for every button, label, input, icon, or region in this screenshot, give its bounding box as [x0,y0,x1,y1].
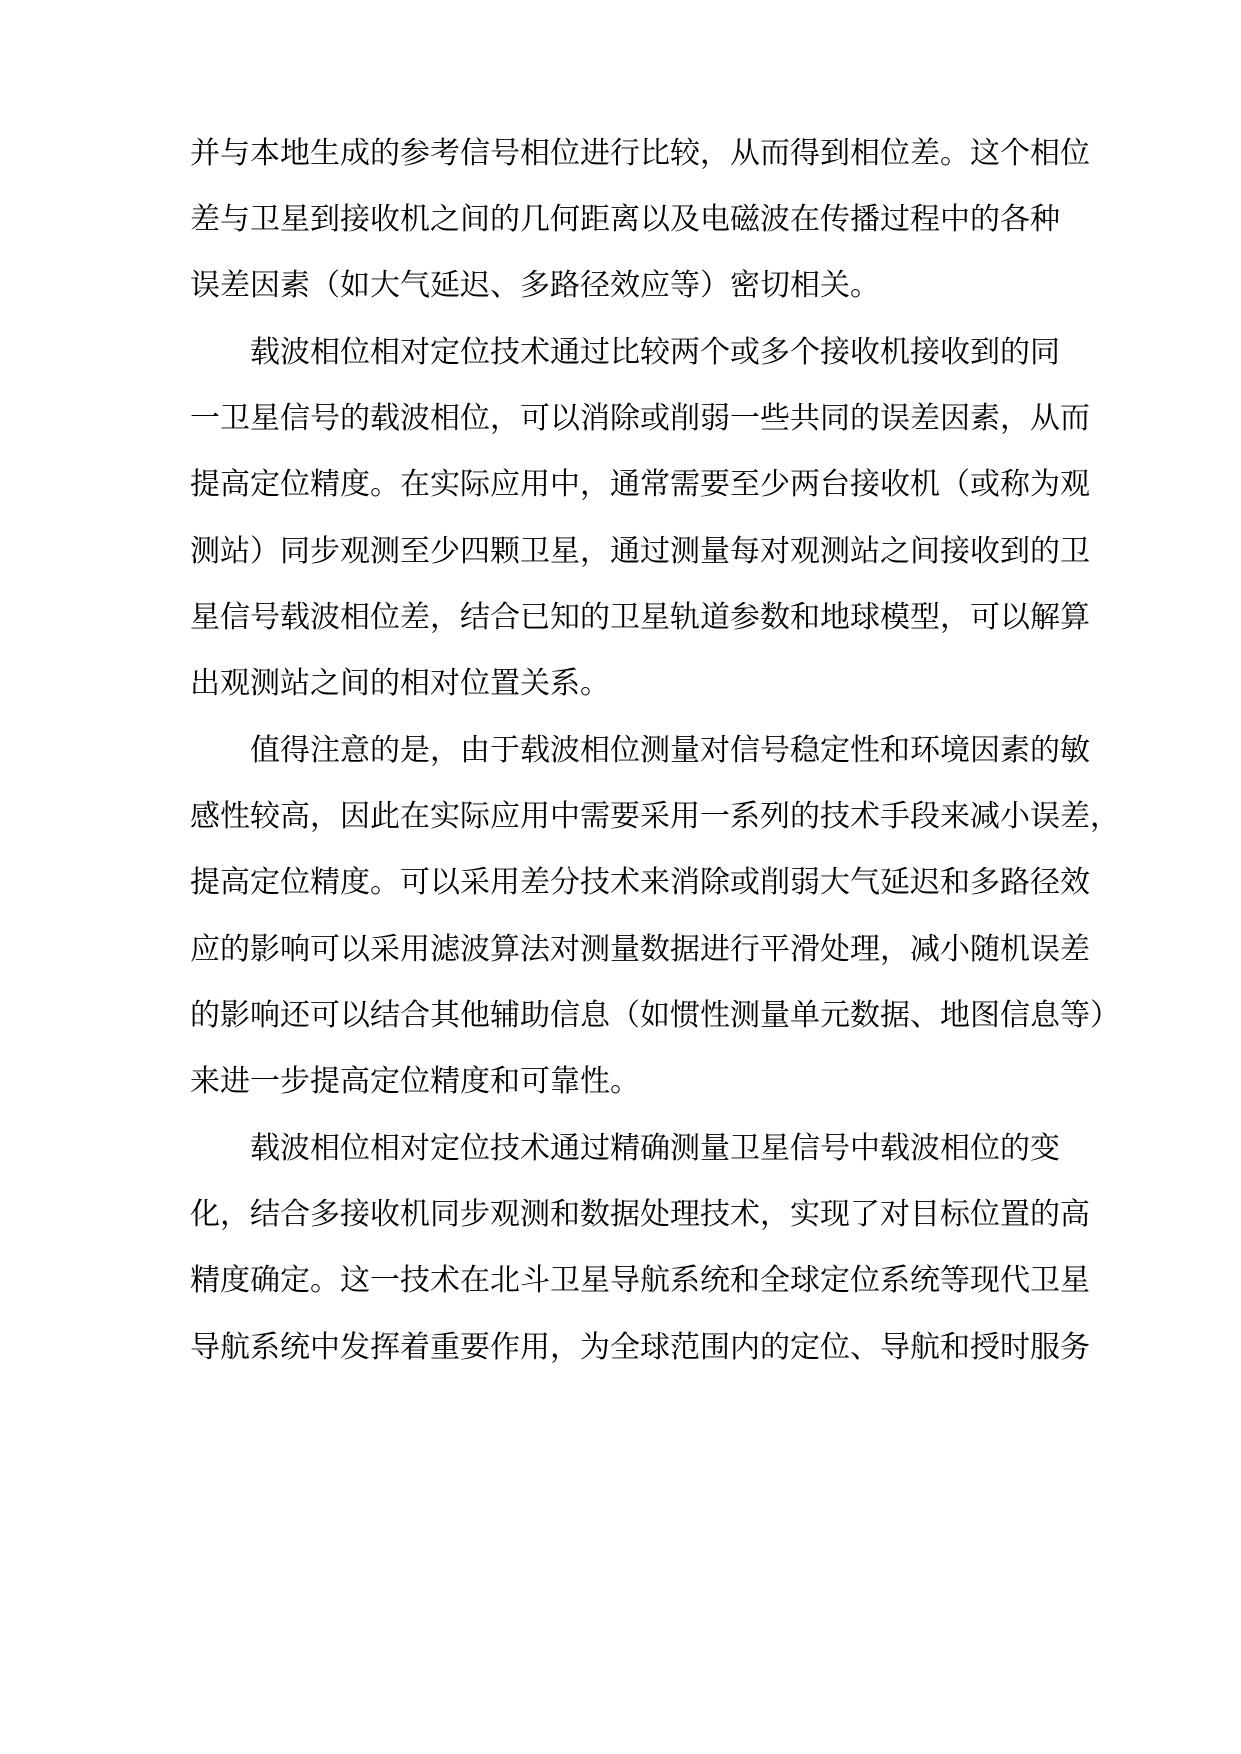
paragraph-first-line: 载波相位相对定位技术通过精确测量卫星信号中载波相位的变 [250,1131,1060,1166]
text-line: 出观测站之间的相对位置关系。 [190,666,610,701]
text-line: 精度确定。这一技术在北斗卫星导航系统和全球定位系统等现代卫星 [190,1263,1090,1298]
text-line: 一卫星信号的载波相位，可以消除或削弱一些共同的误差因素，从而 [190,401,1090,436]
text-line: 感性较高，因此在实际应用中需要采用一系列的技术手段来减小误差， [190,799,1120,834]
text-line: 提高定位精度。可以采用差分技术来消除或削弱大气延迟和多路径效 [190,865,1090,900]
text-line: 应的影响可以采用滤波算法对测量数据进行平滑处理，减小随机误差 [190,932,1090,967]
text-line: 并与本地生成的参考信号相位进行比较，从而得到相位差。这个相位 [190,136,1090,171]
text-line: 导航系统中发挥着重要作用，为全球范围内的定位、导航和授时服务 [190,1330,1090,1365]
paragraph-first-line: 载波相位相对定位技术通过比较两个或多个接收机接收到的同 [250,335,1060,370]
text-line: 误差因素（如大气延迟、多路径效应等）密切相关。 [190,268,880,303]
text-line: 差与卫星到接收机之间的几何距离以及电磁波在传播过程中的各种 [190,202,1060,237]
text-line: 测站）同步观测至少四颗卫星，通过测量每对观测站之间接收到的卫 [190,534,1090,569]
paragraph-first-line: 值得注意的是，由于载波相位测量对信号稳定性和环境因素的敏 [250,733,1090,768]
text-line: 的影响还可以结合其他辅助信息（如惯性测量单元数据、地图信息等） [190,998,1120,1033]
text-line: 来进一步提高定位精度和可靠性。 [190,1064,640,1099]
text-line: 星信号载波相位差，结合已知的卫星轨道参数和地球模型，可以解算 [190,600,1090,635]
text-line: 化，结合多接收机同步观测和数据处理技术，实现了对目标位置的高 [190,1197,1090,1232]
text-line: 提高定位精度。在实际应用中，通常需要至少两台接收机（或称为观 [190,467,1090,502]
